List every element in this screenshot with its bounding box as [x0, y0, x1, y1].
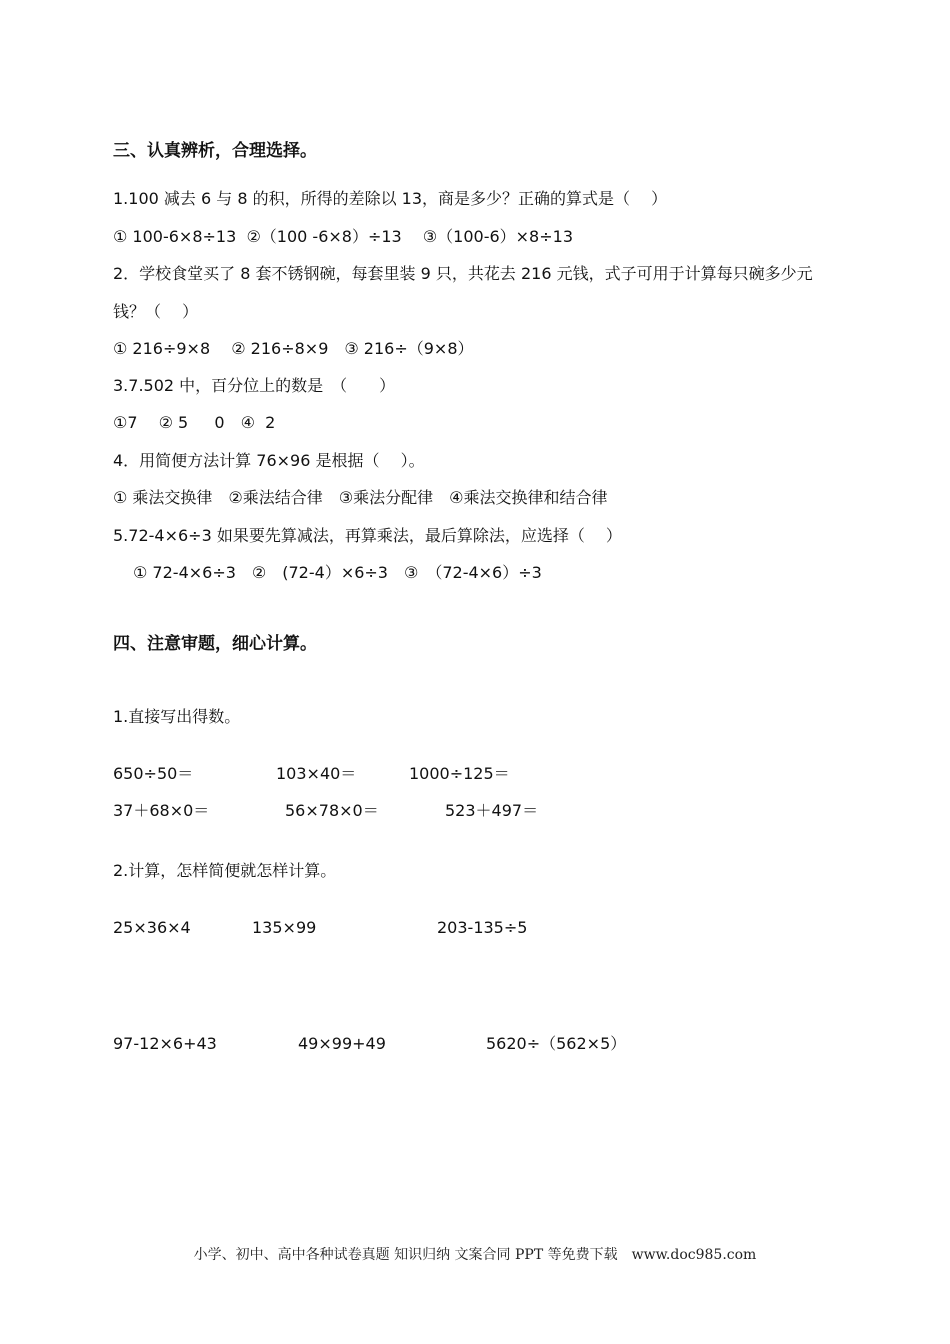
section-3-heading: 三、认真辨析，合理选择。: [113, 141, 317, 161]
question-1-options: ① 100-6×8÷13 ②（100 -6×8）÷13 ③（100-6）×8÷13: [113, 227, 573, 246]
question-4-options: ① 乘法交换律 ②乘法结合律 ③乘法分配律 ④乘法交换律和结合律: [113, 488, 608, 507]
question-3: 3.7.502 中，百分位上的数是 （ ）: [113, 376, 396, 395]
question-2-options: ① 216÷9×8 ② 216÷8×9 ③ 216÷（9×8）: [113, 339, 474, 358]
expression-cell: 37＋68×0＝: [113, 801, 210, 820]
expression-cell: 1000÷125＝: [409, 764, 510, 783]
expression-cell: 97-12×6+43: [113, 1034, 217, 1053]
expression-cell: 25×36×4: [113, 918, 191, 937]
expression-cell: 5620÷（562×5）: [486, 1034, 627, 1053]
question-5-options: ① 72-4×6÷3 ② (72-4）×6÷3 ③ （72-4×6）÷3: [133, 563, 542, 582]
part-1-title: 1.直接写出得数。: [113, 707, 241, 726]
part-2-title: 2.计算，怎样简便就怎样计算。: [113, 861, 337, 880]
question-5: 5.72-4×6÷3 如果要先算减法，再算乘法，最后算除法，应选择（ ）: [113, 526, 622, 545]
expression-cell: 135×99: [252, 918, 317, 937]
expression-cell: 56×78×0＝: [285, 801, 379, 820]
section-4-heading: 四、注意审题，细心计算。: [113, 634, 317, 654]
expression-cell: 103×40＝: [276, 764, 357, 783]
question-1: 1.100 减去 6 与 8 的积，所得的差除以 13，商是多少？正确的算式是（ ）: [113, 189, 668, 208]
page-footer: 小学、初中、高中各种试卷真题 知识归纳 文案合同 PPT 等免费下载 www.doc985.com: [193, 1247, 757, 1263]
question-4: 4．用简便方法计算 76×96 是根据（ ）。: [113, 451, 425, 470]
expression-cell: 523＋497＝: [445, 801, 539, 820]
question-3-options: ①7 ② 5 0 ④ 2: [113, 413, 276, 432]
question-2-line-1: 2．学校食堂买了 8 套不锈钢碗，每套里装 9 只，共花去 216 元钱，式子可用于计算每只碗多少元: [113, 264, 813, 283]
expression-cell: 49×99+49: [298, 1034, 386, 1053]
question-2-line-2: 钱？（ ）: [113, 302, 199, 321]
expression-cell: 203-135÷5: [437, 918, 528, 937]
expression-cell: 650÷50＝: [113, 764, 194, 783]
